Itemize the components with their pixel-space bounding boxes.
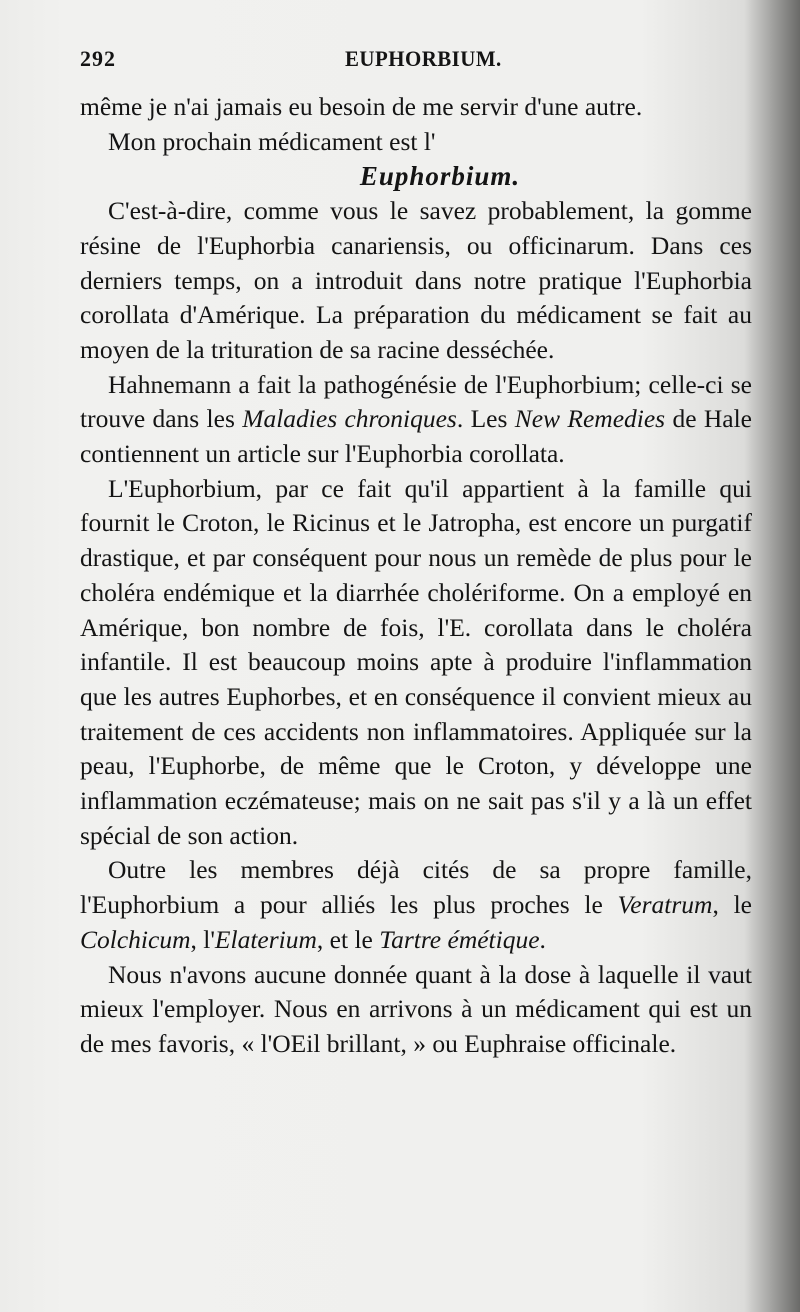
page-body (80, 90, 752, 1062)
text-run: , et le (316, 924, 380, 954)
running-head: EUPHORBIUM. (345, 46, 502, 71)
text-run: , le (712, 890, 752, 920)
italic-remedy: Colchicum (80, 924, 191, 954)
text-run: de Hale contiennent un article sur l'Euphorbia corollata. (80, 404, 753, 469)
italic-remedy: Elaterium (214, 924, 317, 954)
paragraph-dose: Nous n'avons aucune donnée quant à la dose à laquelle il vaut mieux l'employer. Nous en arrivons à un médicament qui est un de mes favoris, « l'OEil brillant, » ou Euphraise officinale. (80, 959, 752, 1058)
text-run: . Les (456, 404, 515, 434)
paragraph-intro: Mon prochain médicament est l' (108, 126, 436, 156)
paragraph-pathogenesis (80, 368, 752, 472)
italic-title: Maladies chroniques (242, 404, 457, 434)
italic-title: New Remedies (514, 404, 666, 434)
text-run: , l' (190, 924, 215, 954)
text-run: Outre les membres déjà cités de sa propre famille, l'Euphorbium a pour alliés les plus proches le (80, 855, 752, 920)
paragraph-family: L'Euphorbium, par ce fait qu'il appartient à la famille qui fournit le Croton, le Ricinus et le Jatropha, est encore un purgatif drastique, et par conséquent pour nous un remède de plus pour le choléra endémique et la diarrhée cholériforme. On a employé en Amérique, bon nombre de fois, l'E. corollata dans le choléra infantile. Il est beaucoup moins apte à produire l'inflammation que les autres Euphorbes, et en conséquence il convient mieux au traitement de ces accidents non inflammatoires. Appliquée sur la peau, l'Euphorbe, de même que le Croton, y développe une inflammation eczémateuse; mais on ne sait pas s'il y a là un effet spécial de son action. (80, 473, 752, 850)
section-heading: Euphorbium. (359, 161, 521, 192)
paragraph-allies (80, 853, 752, 957)
paragraph-definition: C'est-à-dire, comme vous le savez probablement, la gomme résine de l'Euphorbia canariensis, ou officinarum. Dans ces derniers temps, on a introduit dans notre pratique l'Euphorbia corollata d'Amérique. La préparation du médicament se fait au moyen de la trituration de sa racine desséchée. (80, 196, 752, 364)
page-number: 292 (80, 46, 116, 71)
text-run: . (539, 924, 546, 954)
text-run: Hahnemann a fait la pathogénésie de l'Euphorbium; celle-ci se trouve dans les (80, 369, 752, 434)
italic-remedy: Tartre émétique (379, 924, 540, 954)
italic-remedy: Veratrum (617, 890, 713, 920)
paragraph-continuation: même je n'ai jamais eu besoin de me servir d'une autre. (80, 92, 643, 121)
